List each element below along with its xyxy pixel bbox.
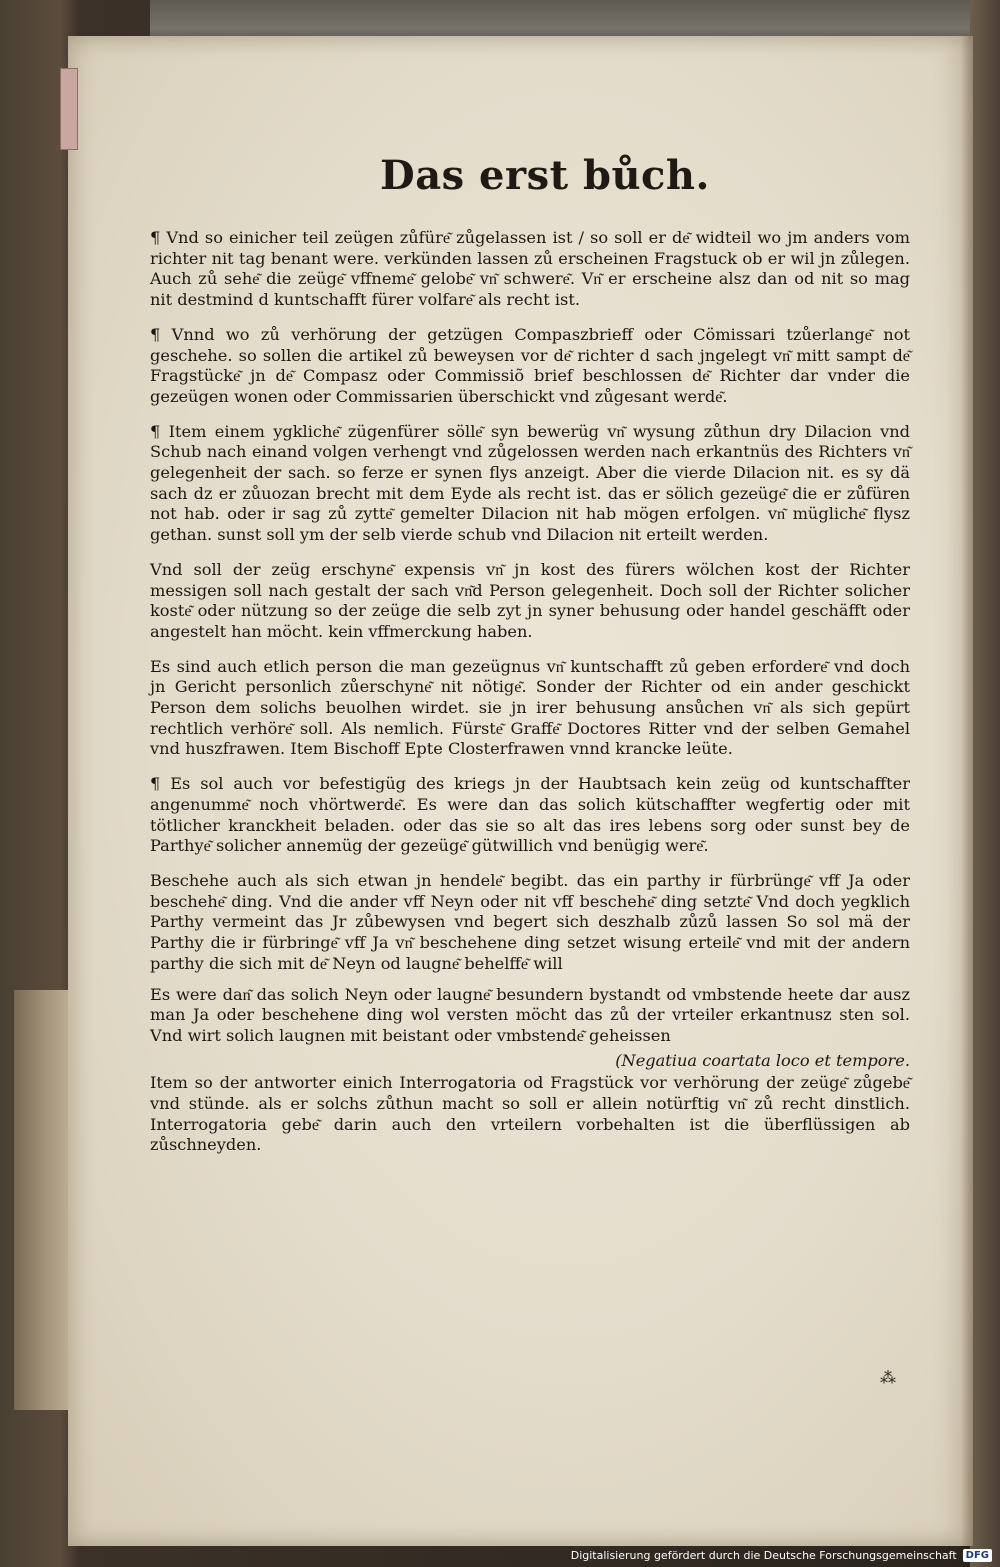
page-gutter-shadow [961,36,973,1546]
paragraph: Es sind auch etlich person die man gezeügnus vn͂ kuntschafft zů geben erfordere͂ vnd doch jn Gericht personlich zůerschyne͂ nit nötige͂. Sonder der Richter od ein ander geschickt Person dem solichs beuolhen wirdet. sie jn irer behusung ansůchen vn͂ als sich gepürt rechtlich verhöre͂ soll. Als nemlich. Fürste͂ Graffe͂ Doctores Ritter vnd der selben Gemahel vnd huszfrawen. Item Bischoff Epte Closterfrawen vnnd krancke leüte. [150,656,910,759]
paragraph: Vnd soll der zeüg erschyne͂ expensis vn͂ jn kost des fürers wölchen kost der Richter messigen soll nach gestalt der sach vn͂d Person gelegenheit. Doch soll der Richter solicher koste͂ oder nützung so der zeüge die selb zyt jn syner behusung oder handel geschäfft oder angestelt han möcht. kein vffmerckung haben. [150,559,910,641]
credit-text: Digitalisierung gefördert durch die Deutsche Forschungsgemeinschaft [570,1548,957,1562]
paragraph: Beschehe auch als sich etwan jn hendele͂ begibt. das ein parthy ir fürbrünge͂ vff Ja oder beschehe͂ ding. Vnd die ander vff Neyn oder nit vff beschehe͂ ding setzte͂ Vnd doch yegklich Parthy vermeint das Jr zůbewysen vnd begert sich deszhalb zůzů lassen So sol mä der Parthy die ir fürbringe͂ vff Ja vn͂ beschehene ding setzet wisung erteile͂ vnd mit der andern parthy die sich mit de͂ Neyn od laugne͂ behelffe͂ will [150,870,910,973]
page-heading: Das erst bůch. [380,152,710,199]
bookmark-tab [60,68,78,150]
digitization-credit [571,1545,992,1565]
body-text [150,228,910,1156]
printer-mark: ⁂ [880,1368,896,1387]
paragraph: Item so der antworter einich Interrogatoria od Fragstück vor verhörung der zeüge͂ zůgebe͂ vnd stünde. als er solchs zůthun macht so soll er allein notürftig vn͂ zů recht dinstlich. Interrogatoria gebe͂ darin auch den vrteilern vorbehalten ist die überflüssigen ab zůschneyden. [150,1073,910,1155]
paragraph: Es were dan͂ das solich Neyn oder laugne͂ besundern bystandt od vmbstende heete dar ausz man Ja oder beschehene ding wol versten möcht das zů der vrteiler erkantnusz sten sol. Vnd wirt solich laugnen mit beistant oder vmbstende͂ geheissen [150,984,910,1045]
paragraph: ¶ Es sol auch vor befestigüg des kriegs jn der Haubtsach kein zeüg od kuntschaffter angenumme͂ noch vhörtwerde͂. Es were dan das solich kütschaffter wegfertig oder mit tötlicher kranckheit beladen. oder das sie so alt das ires lebens sorg oder sunst bey de Parthye͂ solicher annemüg der gezeüge͂ gütwillich vnd benügig were͂. [150,774,910,856]
dfg-logo-icon: DFG [963,1549,992,1562]
margin-note: (Negatiua coartata loco et tempore. [615,1050,910,1070]
paragraph: ¶ Item einem ygkliche͂ zügenfürer sölle͂ syn bewerüg vn͂ wysung zůthun dry Dilacion vnd Schub nach einand volgen verhengt vnd zůgelossen werden nach erkantnüs des Richters vn͂ gelegenheit der sach. so ferze er synen flys anzeigt. Aber die vierde Dilacion nit. es sy dä sach dz er zůuozan brecht mit dem Eyde als recht ist. das er sölich gezeüge͂ die er zůfüren not hab. oder ir sag zů zytte͂ gemelter Dilacion nit hab mögen erfolgen. vn͂ mügliche͂ flysz gethan. sunst soll ym der selb vierde schub vnd Dilacion nit erteilt werden. [150,421,910,545]
paragraph: ¶ Vnnd wo zů verhörung der getzügen Compaszbrieff oder Cömissari tzůerlange͂ not geschehe. so sollen die artikel zů beweysen vor de͂ richter d sach jngelegt vn͂ mitt sampt de͂ Fragstücke͂ jn de͂ Compasz oder Commissiõ brief beschlossen de͂ Richter dar vnder die gezeügen wonen oder Commissarien überschickt vnd zůgesant werde͂. [150,324,910,406]
paragraph: ¶ Vnd so einicher teil zeügen zůfüre͂ zůgelassen ist / so soll er de͂ widteil wo jm anders vom richter nit tag benant were. verkünden lassen zů erscheinen Fragstuck ob er wil jn zůlegen. Auch zů sehe͂ die zeüge͂ vffneme͂ gelobe͂ vn͂ schwere͂. Vn͂ er erscheine alsz dan od nit so mag nit destmind d kuntschafft fürer volfare͂ als recht ist. [150,228,910,310]
book-cover-right-edge [970,0,1000,1567]
